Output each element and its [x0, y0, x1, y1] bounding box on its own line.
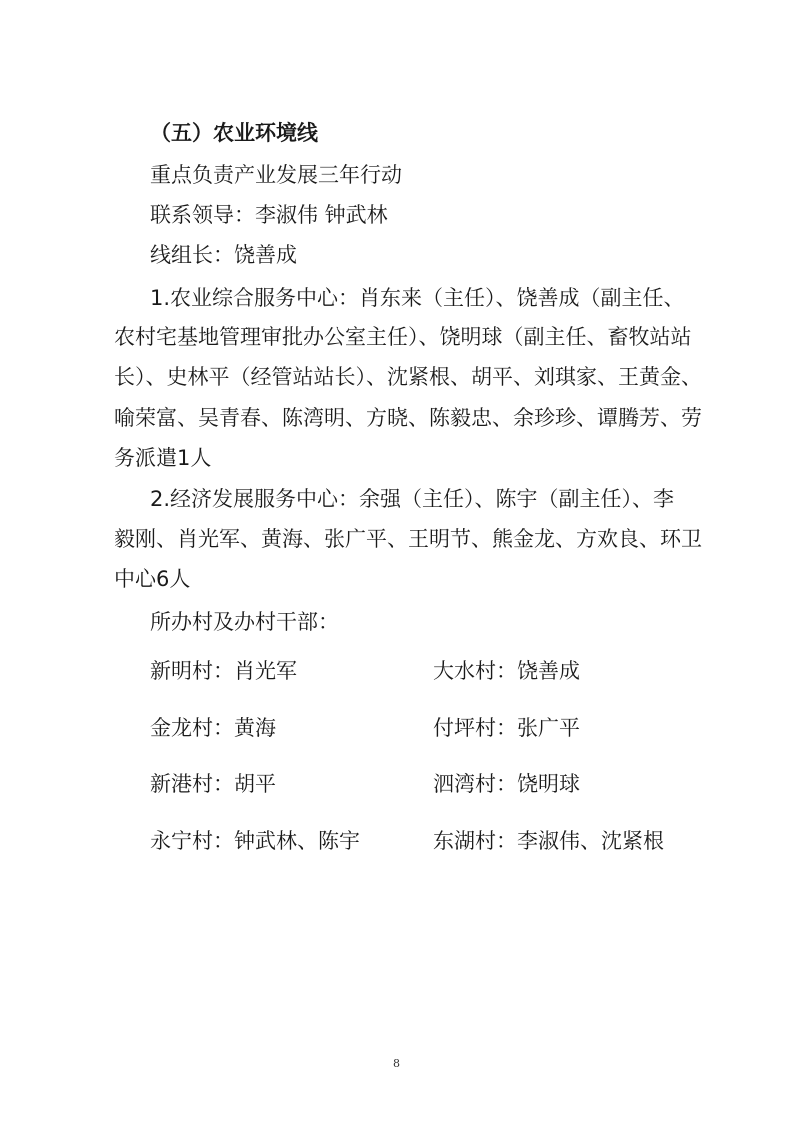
paragraph-line: 务派遣1人 — [114, 446, 212, 470]
page-number: 8 — [393, 1057, 400, 1070]
villages-title: 所办村及办村干部： — [150, 610, 339, 634]
village-entry: 永宁村：钟武林、陈宇 — [150, 829, 360, 853]
paragraph-line: 2.经济发展服务中心：余强（主任）、陈宇（副主任）、李 — [150, 487, 675, 511]
paragraph-line: 农村宅基地管理审批办公室主任）、饶明球（副主任、畜牧站站 — [114, 325, 692, 349]
village-entry: 金龙村：黄海 — [150, 716, 276, 740]
village-entry: 付坪村：张广平 — [433, 716, 580, 740]
paragraph-line: 长）、史林平（经管站站长）、沈紧根、胡平、刘琪家、王黄金、 — [114, 365, 702, 389]
village-entry: 大水村：饶善成 — [433, 659, 580, 683]
village-entry: 新港村：胡平 — [150, 772, 276, 796]
paragraph-line: 中心6人 — [114, 567, 191, 591]
contact-leaders: 联系领导：李淑伟 钟武林 — [150, 203, 388, 227]
paragraph-line: 喻荣富、吴青春、陈湾明、方晓、陈毅忠、余珍珍、谭腾芳、劳 — [114, 406, 702, 430]
village-entry: 新明村：肖光军 — [150, 659, 297, 683]
paragraph-line: 毅刚、肖光军、黄海、张广平、王明节、熊金龙、方欢良、环卫 — [114, 527, 702, 551]
section-heading: （五）农业环境线 — [150, 121, 318, 145]
paragraph-line: 1.农业综合服务中心：肖东来（主任）、饶善成（副主任、 — [150, 286, 685, 310]
group-leader: 线组长：饶善成 — [150, 243, 297, 267]
village-entry: 东湖村：李淑伟、沈紧根 — [433, 829, 664, 853]
village-entry: 泗湾村：饶明球 — [433, 772, 580, 796]
section-task: 重点负责产业发展三年行动 — [150, 163, 402, 187]
